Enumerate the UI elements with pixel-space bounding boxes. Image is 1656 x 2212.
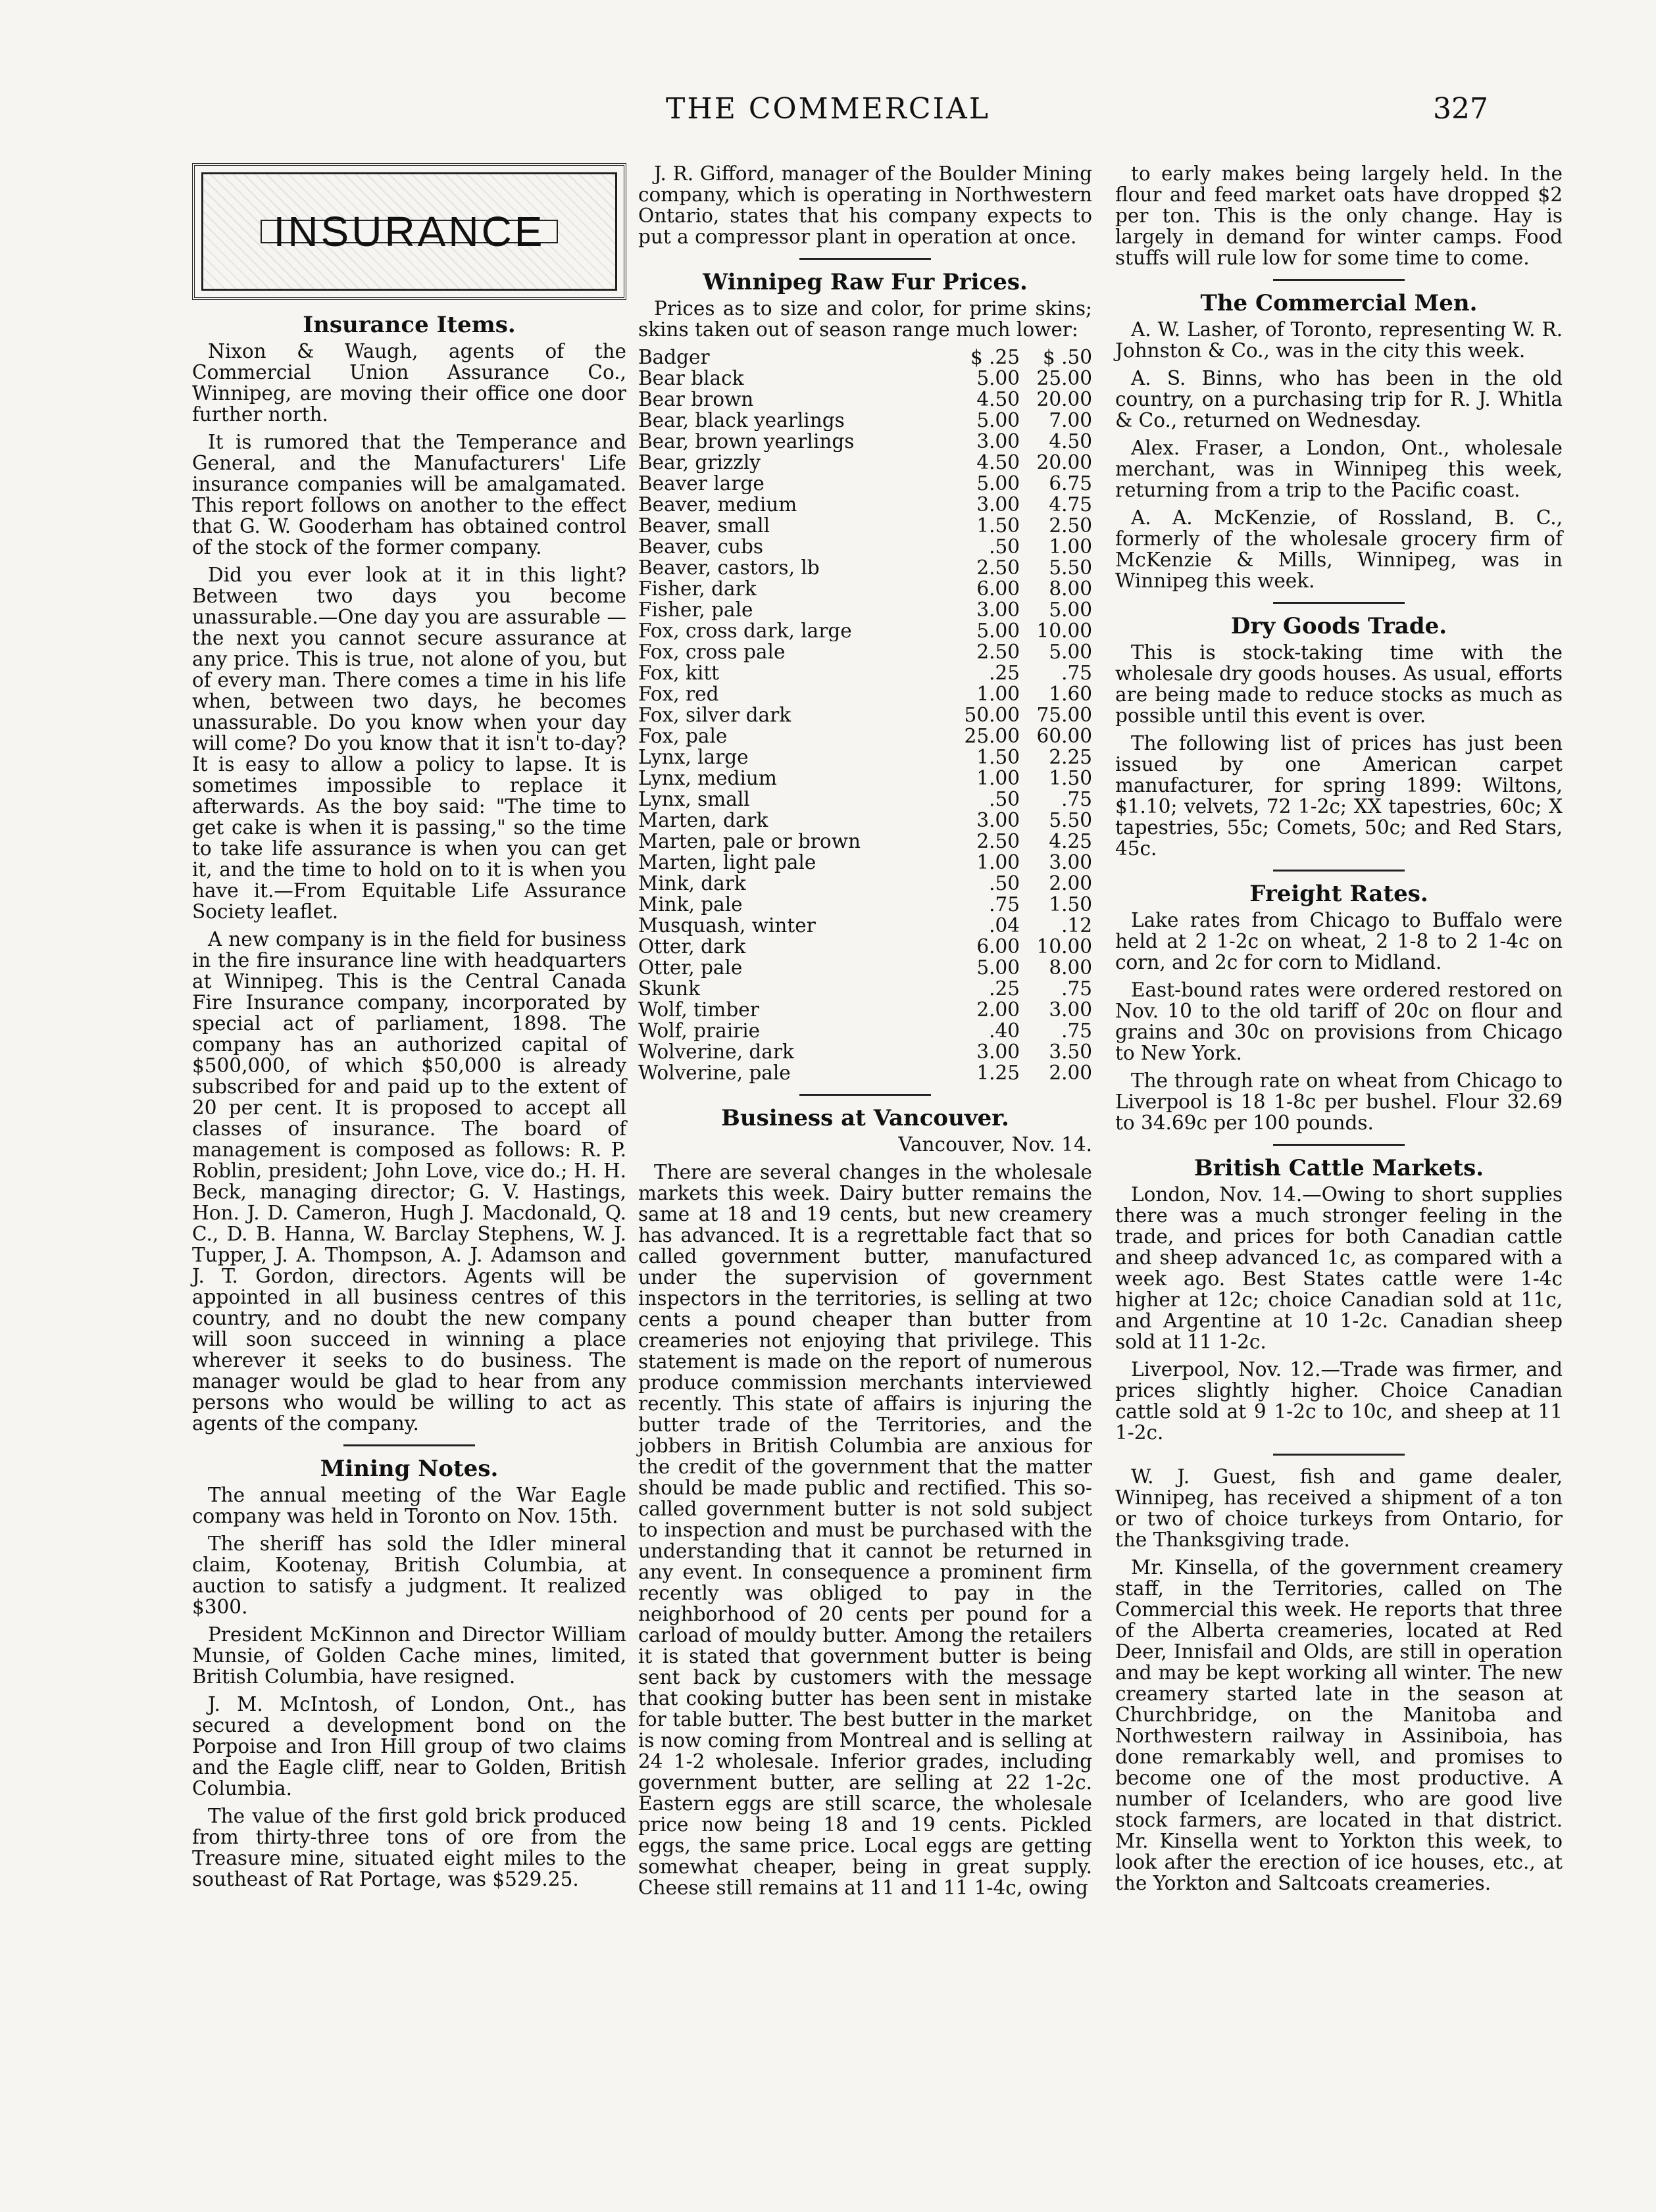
- price-low: .04: [989, 914, 1020, 937]
- divider: [1273, 1454, 1405, 1456]
- price-low: 2.00: [976, 998, 1020, 1021]
- paragraph: The annual meeting of the War Eagle company was held in Toronto on Nov. 15th.: [192, 1484, 626, 1527]
- fur-name: Fox, kitt: [638, 662, 720, 683]
- price-high: 6.75: [1049, 472, 1092, 495]
- fur-name: Wolf, prairie: [638, 1020, 761, 1041]
- table-row: [638, 768, 1092, 789]
- price-high: 5.50: [1049, 809, 1092, 831]
- paragraph: London, Nov. 14.—Owing to short supplies there was a much stronger feeling in the trade, and prices for both Canadian cattle and sheep advanced 1c, as compared with a week ago. Best States cattle were 1-4c higher at 12c; choice Canadian sold at 11c, and Argentine at 10 1-2c. Canadian sheep sold at 11 1-2c.: [1115, 1183, 1563, 1353]
- fur-name: Beaver, castors, lb: [638, 557, 820, 578]
- table-row: [638, 1041, 1092, 1062]
- price-low: 1.50: [976, 746, 1020, 768]
- price-low: 5.00: [976, 620, 1020, 642]
- table-row: [638, 936, 1092, 957]
- price-high: 2.00: [1049, 1062, 1092, 1084]
- paragraph: Prices as to size and color, for prime skins; skins taken out of season range much lower:: [638, 297, 1092, 341]
- paragraph: This is stock-taking time with the wholesale dry goods houses. As usual, efforts are being made to reduce stocks as much as possible until this event is over.: [1115, 641, 1563, 727]
- price-high: 1.50: [1049, 893, 1092, 916]
- table-row: [638, 957, 1092, 978]
- table-row: [638, 725, 1092, 747]
- price-low: 1.50: [976, 514, 1020, 537]
- fur-name: Lynx, medium: [638, 768, 777, 789]
- price-low: 4.50: [976, 451, 1020, 474]
- price-low: 5.00: [976, 367, 1020, 389]
- dateline: Vancouver, Nov. 14.: [898, 1133, 1092, 1156]
- price-high: 3.50: [1049, 1041, 1092, 1063]
- banner-title: INSURANCE: [261, 220, 559, 243]
- table-row: [638, 978, 1092, 999]
- table-row: [638, 410, 1092, 431]
- price-low: 3.00: [976, 493, 1020, 516]
- section-heading: Business at Vancouver.: [721, 1105, 1009, 1131]
- price-high: 1.50: [1049, 767, 1092, 789]
- price-high: 60.00: [1036, 725, 1092, 747]
- paragraph: The value of the first gold brick produced from thirty-three tons of ore from the Treasure mine, situated eight miles to the southeast of Rat Portage, was $529.25.: [192, 1805, 626, 1890]
- fur-name: Musquash, winter: [638, 915, 816, 936]
- fur-name: Marten, light pale: [638, 852, 816, 873]
- paragraph: Alex. Fraser, a London, Ont., wholesale merchant, was in Winnipeg this week, returning from a trip to the Pacific coast.: [1115, 437, 1563, 501]
- paragraph: A. W. Lasher, of Toronto, representing W. R. Johnston & Co., was in the city this week.: [1115, 318, 1563, 362]
- fur-name: Fox, silver dark: [638, 704, 791, 725]
- price-low: 3.00: [976, 809, 1020, 831]
- fur-name: Otter, dark: [638, 936, 746, 957]
- paragraph: Liverpool, Nov. 12.—Trade was firmer, and prices slightly higher. Choice Canadian cattle sold at 9 1-2c to 10c, and sheep at 11 1-2c.: [1115, 1358, 1563, 1444]
- price-low: 6.00: [976, 578, 1020, 600]
- price-high: 2.00: [1049, 872, 1092, 895]
- fur-name: Bear, black yearlings: [638, 410, 845, 431]
- paragraph: President McKinnon and Director William Munsie, of Golden Cache mines, limited, British Columbia, have resigned.: [192, 1623, 626, 1688]
- section-heading: Mining Notes.: [320, 1456, 499, 1482]
- price-high: 20.00: [1036, 451, 1092, 474]
- price-low: 3.00: [976, 1041, 1020, 1063]
- table-row: [638, 641, 1092, 662]
- table-row: [638, 536, 1092, 557]
- price-low: 3.00: [976, 430, 1020, 453]
- table-row: [638, 557, 1092, 578]
- table-row: [638, 704, 1092, 725]
- price-low: .75: [989, 893, 1020, 916]
- paragraph: The following list of prices has just been issued by one American carpet manufacturer, for spring 1899: Wiltons, $1.10; velvets, 72 1-2c; XX tapestries, 60c; X tapestries, 55c; Comets, 50c; and Red Stars, 45c.: [1115, 732, 1563, 860]
- table-row: [638, 368, 1092, 389]
- fur-name: Fox, cross pale: [638, 641, 786, 662]
- table-row: [638, 662, 1092, 683]
- fur-name: Wolverine, dark: [638, 1041, 794, 1062]
- price-low: 5.00: [976, 472, 1020, 495]
- fur-name: Beaver large: [638, 473, 765, 494]
- table-row: [638, 389, 1092, 410]
- divider: [799, 1094, 931, 1096]
- price-high: 2.25: [1049, 746, 1092, 768]
- paragraph: to early makes being largely held. In the flour and feed market oats have dropped $2 per ton. This is the only change. Hay is largely in demand for winter camps. Food stuffs will rule low for some time to come.: [1115, 162, 1563, 269]
- price-high: 4.50: [1049, 430, 1092, 453]
- price-low: 5.00: [976, 956, 1020, 979]
- fur-name: Wolverine, pale: [638, 1062, 791, 1083]
- table-row: [638, 599, 1092, 620]
- price-low: 2.50: [976, 641, 1020, 663]
- divider: [343, 1444, 475, 1446]
- fur-name: Fox, pale: [638, 725, 728, 747]
- paragraph: A. A. McKenzie, of Rossland, B. C., formerly of the wholesale grocery firm of McKenzie & Mills, Winnipeg, was in Winnipeg this week.: [1115, 506, 1563, 592]
- price-low: 1.00: [976, 683, 1020, 705]
- insurance-banner: [192, 163, 626, 300]
- table-row: [638, 473, 1092, 494]
- price-low: .25: [989, 662, 1020, 684]
- price-high: 3.00: [1049, 998, 1092, 1021]
- paragraph: East-bound rates were ordered restored on Nov. 10 to the old tariff of 20c on flour and grains and 30c on provisions from Chicago to New York.: [1115, 979, 1563, 1064]
- paragraph: Lake rates from Chicago to Buffalo were held at 2 1-2c on wheat, 2 1-8 to 2 1-4c on corn, and 2c for corn to Midland.: [1115, 909, 1563, 973]
- column-left: [192, 163, 626, 1896]
- table-row: [638, 431, 1092, 452]
- price-high: 7.00: [1049, 409, 1092, 431]
- price-high: 1.60: [1049, 683, 1092, 705]
- table-row: [638, 683, 1092, 704]
- fur-name: Mink, dark: [638, 873, 746, 894]
- fur-name: Wolf, timber: [638, 999, 759, 1020]
- table-row: [638, 747, 1092, 768]
- price-low: 4.50: [976, 388, 1020, 410]
- fur-name: Lynx, small: [638, 789, 750, 810]
- fur-name: Bear, brown yearlings: [638, 431, 855, 452]
- price-high: .75: [1061, 788, 1092, 810]
- price-high: .12: [1061, 914, 1092, 937]
- paragraph: A new company is in the field for business in the fire insurance line with headquarters at Winnipeg. This is the Central Canada Fire Insurance company, incorporated by special act of parliament, 1898. The company has an authorized capital of $500,000, of which $50,000 is already subscribed for and paid up to the extent of 20 per cent. It is proposed to accept all classes of insurance. The board of management is composed as follows: R. P. Roblin, president; John Love, vice do.; H. H. Beck, managing director; G. V. Hastings, Hon. J. D. Cameron, Hugh J. Macdonald, Q. C., D. B. Hanna, W. Barclay Stephens, W. J. Tupper, J. A. Thompson, A. J. Adamson and J. T. Gordon, directors. Agents will be appointed in all business centres of this country, and no doubt the new company will soon succeed in winning a place wherever it seeks to do business. The manager would be glad to hear from any persons who would be willing to act as agents of the company.: [192, 928, 626, 1435]
- price-high: .75: [1061, 1020, 1092, 1042]
- fur-name: Lynx, large: [638, 747, 749, 768]
- fur-name: Fox, cross dark, large: [638, 620, 852, 641]
- table-row: [638, 620, 1092, 641]
- section-heading: Dry Goods Trade.: [1230, 613, 1447, 639]
- paragraph: Did you ever look at it in this light? Between two days you become unassurable.—One day you are assurable —the next you cannot secure assurance at any price. This is true, not alone of you, but of every man. There comes a time in his life when, between two days, he becomes unassurable. Do you know when your day will come? Do you know that it isn't to-day? It is easy to allow a policy to lapse. It is sometimes impossible to replace it afterwards. As the boy said: "The time to get cake is when it is passing," so the time to take life assurance is when you can get it, and the time to hold on to it is when you have it.—From Equitable Life Assurance Society leaflet.: [192, 564, 626, 923]
- section-heading: Insurance Items.: [303, 312, 516, 338]
- table-row: [638, 894, 1092, 915]
- table-row: [638, 999, 1092, 1020]
- price-low: 1.00: [976, 767, 1020, 789]
- price-high: 4.75: [1049, 493, 1092, 516]
- page-number: 327: [1433, 92, 1488, 126]
- fur-name: Marten, pale or brown: [638, 831, 861, 852]
- price-low: .50: [989, 872, 1020, 895]
- paragraph: It is rumored that the Temperance and General, and the Manufacturers' Life insurance companies will be amalgamated. This report follows on another to the effect that G. W. Gooderham has obtained control of the stock of the former company.: [192, 431, 626, 558]
- section-heading: The Commercial Men.: [1200, 290, 1478, 316]
- price-high: 5.50: [1049, 556, 1092, 579]
- fur-name: Bear black: [638, 368, 744, 389]
- fur-name: Bear brown: [638, 389, 754, 410]
- price-low: 6.00: [976, 935, 1020, 958]
- table-row: [638, 1020, 1092, 1041]
- banner-ornament: [201, 172, 617, 291]
- price-low: .50: [989, 788, 1020, 810]
- price-low: .40: [989, 1020, 1020, 1042]
- paragraph: Mr. Kinsella, of the government creamery staff, in the Territories, called on The Commercial this week. He reports that three of the Alberta creameries, located at Red Deer, Innisfail and Olds, are still in operation and may be kept working all winter. The new creamery started late in the season at Churchbridge, on the Manitoba and Northwestern railway in Assiniboia, has done remarkably well, and promises to become one of the most productive. A number of Icelanders, who are good live stock farmers, are located in that district. Mr. Kinsella went to Yorkton this week, to look after the erection of ice houses, etc., at the Yorkton and Saltcoats creameries.: [1115, 1556, 1563, 1894]
- column-right: [1115, 163, 1563, 1900]
- price-low: 3.00: [976, 599, 1020, 621]
- table-row: [638, 915, 1092, 936]
- fur-name: Fisher, dark: [638, 578, 757, 599]
- price-high: 75.00: [1036, 704, 1092, 726]
- divider: [1273, 602, 1405, 604]
- price-high: 8.00: [1049, 956, 1092, 979]
- fur-name: Beaver, medium: [638, 494, 797, 515]
- table-row: [638, 873, 1092, 894]
- section-heading: Winnipeg Raw Fur Prices.: [703, 269, 1028, 295]
- fur-name: Beaver, cubs: [638, 536, 764, 557]
- price-high: 3.00: [1049, 851, 1092, 873]
- price-low: 5.00: [976, 409, 1020, 431]
- column-middle: [638, 163, 1092, 1905]
- price-high: .75: [1061, 977, 1092, 1000]
- fur-name: Otter, pale: [638, 957, 743, 978]
- price-low: $ .25: [970, 346, 1020, 368]
- paragraph: Nixon & Waugh, agents of the Commercial Union Assurance Co., Winnipeg, are moving their office one door further north.: [192, 340, 626, 426]
- paragraph: J. M. McIntosh, of London, Ont., has secured a development bond on the Porpoise and Iron Hill group of two claims and the Eagle cliff, near to Golden, British Columbia.: [192, 1693, 626, 1800]
- price-low: 50.00: [964, 704, 1020, 726]
- price-high: 25.00: [1036, 367, 1092, 389]
- price-high: 4.25: [1049, 830, 1092, 852]
- fur-name: Fisher, pale: [638, 599, 753, 620]
- fur-name: Beaver, small: [638, 515, 770, 536]
- page-title: THE COMMERCIAL: [666, 92, 990, 126]
- price-high: .75: [1061, 662, 1092, 684]
- paragraph: W. J. Guest, fish and game dealer, Winnipeg, has received a shipment of a ton or two of choice turkeys from Ontario, for the Thanksgiving trade.: [1115, 1465, 1563, 1551]
- divider: [1273, 279, 1405, 281]
- divider: [1273, 870, 1405, 872]
- price-high: 10.00: [1036, 620, 1092, 642]
- section-heading: Freight Rates.: [1249, 881, 1428, 907]
- table-row: [638, 494, 1092, 515]
- price-high: 20.00: [1036, 388, 1092, 410]
- fur-name: Badger: [638, 347, 710, 368]
- table-row: [638, 852, 1092, 873]
- table-row: [638, 515, 1092, 536]
- paragraph: A. S. Binns, who has been in the old country, on a purchasing trip for R. J. Whitla & Co., returned on Wednesday.: [1115, 367, 1563, 431]
- price-low: .25: [989, 977, 1020, 1000]
- table-row: [638, 789, 1092, 810]
- table-row: [638, 831, 1092, 852]
- fur-name: Fox, red: [638, 683, 719, 704]
- price-high: 5.00: [1049, 599, 1092, 621]
- table-row: [638, 810, 1092, 831]
- price-high: 8.00: [1049, 578, 1092, 600]
- price-low: 2.50: [976, 556, 1020, 579]
- price-low: 1.00: [976, 851, 1020, 873]
- section-heading: British Cattle Markets.: [1193, 1155, 1484, 1181]
- price-high: $ .50: [1042, 346, 1092, 368]
- fur-price-table: [638, 347, 1092, 1083]
- paragraph: The through rate on wheat from Chicago to Liverpool is 18 1-8c per bushel. Flour 32.69 to 34.69c per 100 pounds.: [1115, 1069, 1563, 1134]
- table-row: [638, 347, 1092, 368]
- fur-name: Skunk: [638, 978, 700, 999]
- table-row: [638, 578, 1092, 599]
- price-high: 10.00: [1036, 935, 1092, 958]
- divider: [799, 258, 931, 260]
- price-low: .50: [989, 535, 1020, 558]
- fur-name: Mink, pale: [638, 894, 743, 915]
- table-row: [638, 452, 1092, 473]
- table-row: [638, 1062, 1092, 1083]
- divider: [1273, 1144, 1405, 1146]
- price-low: 1.25: [976, 1062, 1020, 1084]
- price-high: 5.00: [1049, 641, 1092, 663]
- fur-name: Marten, dark: [638, 810, 768, 831]
- price-high: 2.50: [1049, 514, 1092, 537]
- price-low: 25.00: [964, 725, 1020, 747]
- price-high: 1.00: [1049, 535, 1092, 558]
- price-low: 2.50: [976, 830, 1020, 852]
- paragraph: J. R. Gifford, manager of the Boulder Mining company, which is operating in Northwestern Ontario, states that his company expects to put a compressor plant in operation at once.: [638, 162, 1092, 248]
- fur-name: Bear, grizzly: [638, 452, 761, 473]
- paragraph: The sheriff has sold the Idler mineral claim, Kootenay, British Columbia, at auction to satisfy a judgment. It realized $300.: [192, 1533, 626, 1618]
- paragraph: There are several changes in the wholesale markets this week. Dairy butter remains the same at 18 and 19 cents, but new creamery has advanced. It is a regrettable fact that so called government butter, manufactured under the supervision of government inspectors in the territories, is selling at two cents a pound cheaper than butter from creameries not enjoying that privilege. This statement is made on the report of numerous produce commission merchants interviewed recently. This state of affairs is injuring the butter trade of the Territories, and the jobbers in British Columbia are anxious for the credit of the government that the matter should be made public and rectified. This so-called government butter is not sold subject to inspection and must be purchased with the understanding that it cannot be returned in any event. In consequence a prominent firm recently was obliged to pay in the neighborhood of 20 cents per pound for a carload of mouldy butter. Among the retailers it is stated that government butter is being sent back by customers with the message that cooking butter has been sent in mistake for table butter. The best butter in the market is now coming from Montreal and is selling at 24 1-2 wholesale. Inferior grades, including government butter, are selling at 22 1-2c. Eastern eggs are still scarce, the wholesale price now being 18 and 19 cents. Pickled eggs, the same price. Local eggs are getting somewhat cheaper, being in great supply. Cheese still remains at 11 and 11 1-4c, owing: [638, 1161, 1092, 1899]
